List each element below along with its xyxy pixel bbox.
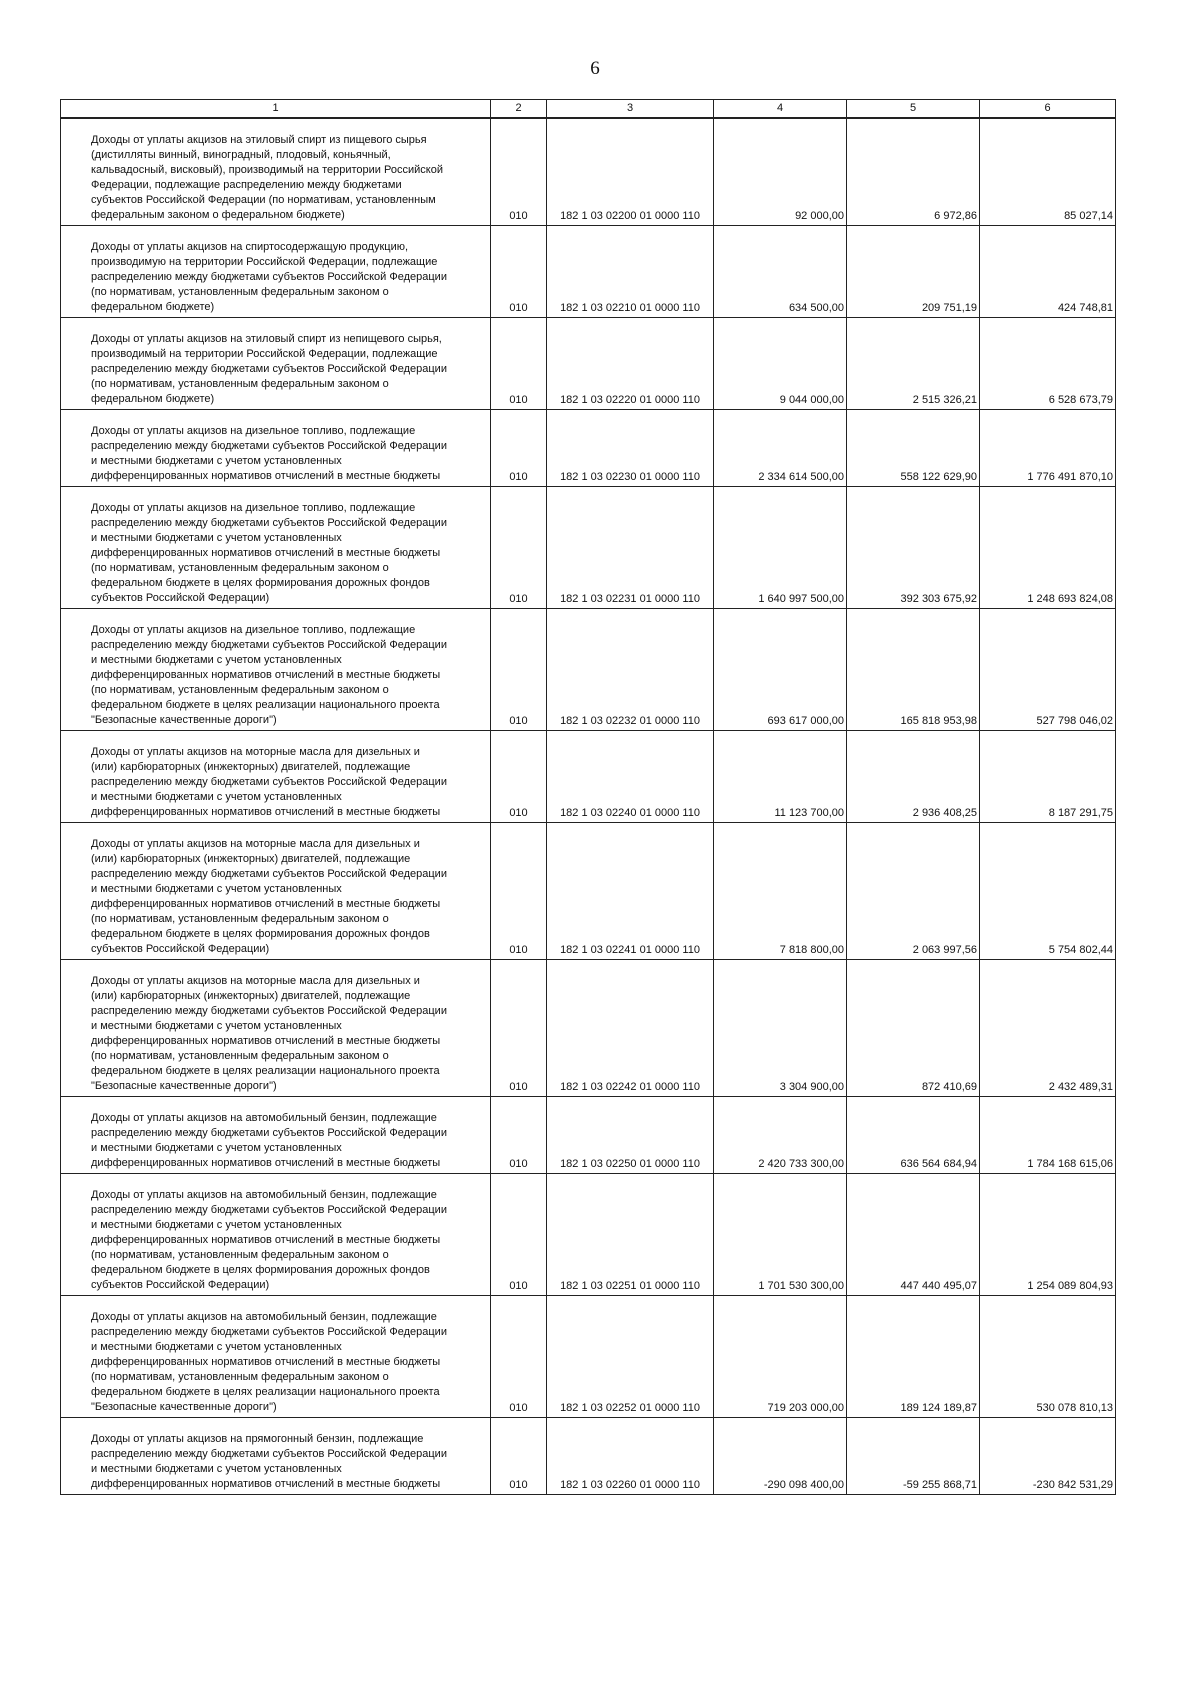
table-row xyxy=(61,960,1116,1097)
row-description: Доходы от уплаты акцизов на моторные масла для дизельных и (или) карбюраторных (инжекторных) двигателей, подлежащие распределению между бюджетами субъектов Российской Федерации и местными бюджетами с учетом установленных дифференцированных нормативов отчислений в местные бюджеты (по нормативам, установленным федеральным законом о федеральном бюджете в целях реализации национального проекта "Безопасные качественные дороги") xyxy=(61,960,491,1097)
row-line-code: 010 xyxy=(491,318,547,410)
row-unexecuted-amount: 6 528 673,79 xyxy=(980,318,1116,410)
row-approved-amount: 7 818 800,00 xyxy=(714,823,847,960)
row-line-code: 010 xyxy=(491,1418,547,1495)
row-unexecuted-amount: 1 254 089 804,93 xyxy=(980,1174,1116,1296)
row-executed-amount: 189 124 189,87 xyxy=(847,1296,980,1418)
row-line-code: 010 xyxy=(491,609,547,731)
row-line-code: 010 xyxy=(491,731,547,823)
column-header-4: 4 xyxy=(714,100,847,119)
row-description: Доходы от уплаты акцизов на моторные масла для дизельных и (или) карбюраторных (инжекторных) двигателей, подлежащие распределению между бюджетами субъектов Российской Федерации и местными бюджетами с учетом установленных дифференцированных нормативов отчислений в местные бюджеты xyxy=(61,731,491,823)
row-description: Доходы от уплаты акцизов на спиртосодержащую продукцию, производимую на территории Российской Федерации, подлежащие распределению между бюджетами субъектов Российской Федерации (по нормативам, установленным федеральным законом о федеральном бюджете) xyxy=(61,226,491,318)
row-approved-amount: 1 640 997 500,00 xyxy=(714,487,847,609)
row-line-code: 010 xyxy=(491,960,547,1097)
row-description: Доходы от уплаты акцизов на этиловый спирт из пищевого сырья (дистилляты винный, виноградный, плодовый, коньячный, кальвадосный, висковый), производимый на территории Российской Федерации, подлежащие распределению между бюджетами субъектов Российской Федерации (по нормативам, установленным федеральным законом о федеральном бюджете) xyxy=(61,118,491,226)
table-body xyxy=(61,118,1116,1495)
row-approved-amount: 11 123 700,00 xyxy=(714,731,847,823)
row-budget-classification-code: 182 1 03 02252 01 0000 110 xyxy=(547,1296,714,1418)
row-approved-amount: 693 617 000,00 xyxy=(714,609,847,731)
row-executed-amount: 872 410,69 xyxy=(847,960,980,1097)
row-executed-amount: 392 303 675,92 xyxy=(847,487,980,609)
row-executed-amount: 447 440 495,07 xyxy=(847,1174,980,1296)
table-row xyxy=(61,410,1116,487)
table-row xyxy=(61,1296,1116,1418)
row-line-code: 010 xyxy=(491,1174,547,1296)
row-budget-classification-code: 182 1 03 02220 01 0000 110 xyxy=(547,318,714,410)
row-line-code: 010 xyxy=(491,487,547,609)
row-unexecuted-amount: 424 748,81 xyxy=(980,226,1116,318)
table-row xyxy=(61,1174,1116,1296)
row-executed-amount: 636 564 684,94 xyxy=(847,1097,980,1174)
table-row xyxy=(61,487,1116,609)
row-unexecuted-amount: 530 078 810,13 xyxy=(980,1296,1116,1418)
row-budget-classification-code: 182 1 03 02250 01 0000 110 xyxy=(547,1097,714,1174)
row-executed-amount: 6 972,86 xyxy=(847,118,980,226)
row-budget-classification-code: 182 1 03 02241 01 0000 110 xyxy=(547,823,714,960)
row-unexecuted-amount: 1 784 168 615,06 xyxy=(980,1097,1116,1174)
row-executed-amount: 165 818 953,98 xyxy=(847,609,980,731)
page-number: 6 xyxy=(590,58,600,79)
row-budget-classification-code: 182 1 03 02230 01 0000 110 xyxy=(547,410,714,487)
row-budget-classification-code: 182 1 03 02242 01 0000 110 xyxy=(547,960,714,1097)
table-row xyxy=(61,226,1116,318)
row-unexecuted-amount: 1 776 491 870,10 xyxy=(980,410,1116,487)
row-line-code: 010 xyxy=(491,226,547,318)
table-row xyxy=(61,318,1116,410)
table-row xyxy=(61,1097,1116,1174)
row-budget-classification-code: 182 1 03 02260 01 0000 110 xyxy=(547,1418,714,1495)
row-approved-amount: 634 500,00 xyxy=(714,226,847,318)
row-budget-classification-code: 182 1 03 02251 01 0000 110 xyxy=(547,1174,714,1296)
row-description: Доходы от уплаты акцизов на этиловый спирт из непищевого сырья, производимый на территории Российской Федерации, подлежащие распределению между бюджетами субъектов Российской Федерации (по нормативам, установленным федеральным законом о федеральном бюджете) xyxy=(61,318,491,410)
row-budget-classification-code: 182 1 03 02232 01 0000 110 xyxy=(547,609,714,731)
row-approved-amount: 719 203 000,00 xyxy=(714,1296,847,1418)
column-header-6: 6 xyxy=(980,100,1116,119)
row-executed-amount: 2 936 408,25 xyxy=(847,731,980,823)
row-description: Доходы от уплаты акцизов на моторные масла для дизельных и (или) карбюраторных (инжекторных) двигателей, подлежащие распределению между бюджетами субъектов Российской Федерации и местными бюджетами с учетом установленных дифференцированных нормативов отчислений в местные бюджеты (по нормативам, установленным федеральным законом о федеральном бюджете в целях формирования дорожных фондов субъектов Российской Федерации) xyxy=(61,823,491,960)
row-budget-classification-code: 182 1 03 02200 01 0000 110 xyxy=(547,118,714,226)
row-line-code: 010 xyxy=(491,1097,547,1174)
row-line-code: 010 xyxy=(491,118,547,226)
row-line-code: 010 xyxy=(491,410,547,487)
budget-report-table xyxy=(60,99,1116,1495)
row-approved-amount: 2 334 614 500,00 xyxy=(714,410,847,487)
table-header-row xyxy=(61,100,1116,119)
table-row xyxy=(61,731,1116,823)
row-approved-amount: 1 701 530 300,00 xyxy=(714,1174,847,1296)
row-executed-amount: 2 063 997,56 xyxy=(847,823,980,960)
column-header-2: 2 xyxy=(491,100,547,119)
row-description: Доходы от уплаты акцизов на дизельное топливо, подлежащие распределению между бюджетами субъектов Российской Федерации и местными бюджетами с учетом установленных дифференцированных нормативов отчислений в местные бюджеты (по нормативам, установленным федеральным законом о федеральном бюджете в целях реализации национального проекта "Безопасные качественные дороги") xyxy=(61,609,491,731)
table-row xyxy=(61,609,1116,731)
row-executed-amount: 558 122 629,90 xyxy=(847,410,980,487)
row-description: Доходы от уплаты акцизов на автомобильный бензин, подлежащие распределению между бюджетами субъектов Российской Федерации и местными бюджетами с учетом установленных дифференцированных нормативов отчислений в местные бюджеты (по нормативам, установленным федеральным законом о федеральном бюджете в целях формирования дорожных фондов субъектов Российской Федерации) xyxy=(61,1174,491,1296)
row-approved-amount: -290 098 400,00 xyxy=(714,1418,847,1495)
row-unexecuted-amount: 5 754 802,44 xyxy=(980,823,1116,960)
table-row xyxy=(61,823,1116,960)
row-unexecuted-amount: 8 187 291,75 xyxy=(980,731,1116,823)
row-unexecuted-amount: 1 248 693 824,08 xyxy=(980,487,1116,609)
row-description: Доходы от уплаты акцизов на дизельное топливо, подлежащие распределению между бюджетами субъектов Российской Федерации и местными бюджетами с учетом установленных дифференцированных нормативов отчислений в местные бюджеты xyxy=(61,410,491,487)
row-approved-amount: 2 420 733 300,00 xyxy=(714,1097,847,1174)
table-row xyxy=(61,1418,1116,1495)
row-budget-classification-code: 182 1 03 02210 01 0000 110 xyxy=(547,226,714,318)
column-header-5: 5 xyxy=(847,100,980,119)
row-budget-classification-code: 182 1 03 02240 01 0000 110 xyxy=(547,731,714,823)
row-description: Доходы от уплаты акцизов на автомобильный бензин, подлежащие распределению между бюджетами субъектов Российской Федерации и местными бюджетами с учетом установленных дифференцированных нормативов отчислений в местные бюджеты (по нормативам, установленным федеральным законом о федеральном бюджете в целях реализации национального проекта "Безопасные качественные дороги") xyxy=(61,1296,491,1418)
table-row xyxy=(61,118,1116,226)
row-description: Доходы от уплаты акцизов на автомобильный бензин, подлежащие распределению между бюджетами субъектов Российской Федерации и местными бюджетами с учетом установленных дифференцированных нормативов отчислений в местные бюджеты xyxy=(61,1097,491,1174)
row-budget-classification-code: 182 1 03 02231 01 0000 110 xyxy=(547,487,714,609)
row-unexecuted-amount: -230 842 531,29 xyxy=(980,1418,1116,1495)
row-line-code: 010 xyxy=(491,1296,547,1418)
row-description: Доходы от уплаты акцизов на дизельное топливо, подлежащие распределению между бюджетами субъектов Российской Федерации и местными бюджетами с учетом установленных дифференцированных нормативов отчислений в местные бюджеты (по нормативам, установленным федеральным законом о федеральном бюджете в целях формирования дорожных фондов субъектов Российской Федерации) xyxy=(61,487,491,609)
row-approved-amount: 92 000,00 xyxy=(714,118,847,226)
row-approved-amount: 3 304 900,00 xyxy=(714,960,847,1097)
row-description: Доходы от уплаты акцизов на прямогонный бензин, подлежащие распределению между бюджетами субъектов Российской Федерации и местными бюджетами с учетом установленных дифференцированных нормативов отчислений в местные бюджеты xyxy=(61,1418,491,1495)
row-unexecuted-amount: 527 798 046,02 xyxy=(980,609,1116,731)
column-header-3: 3 xyxy=(547,100,714,119)
row-unexecuted-amount: 2 432 489,31 xyxy=(980,960,1116,1097)
row-approved-amount: 9 044 000,00 xyxy=(714,318,847,410)
row-unexecuted-amount: 85 027,14 xyxy=(980,118,1116,226)
row-executed-amount: 2 515 326,21 xyxy=(847,318,980,410)
row-executed-amount: 209 751,19 xyxy=(847,226,980,318)
column-header-1: 1 xyxy=(61,100,491,119)
row-executed-amount: -59 255 868,71 xyxy=(847,1418,980,1495)
row-line-code: 010 xyxy=(491,823,547,960)
